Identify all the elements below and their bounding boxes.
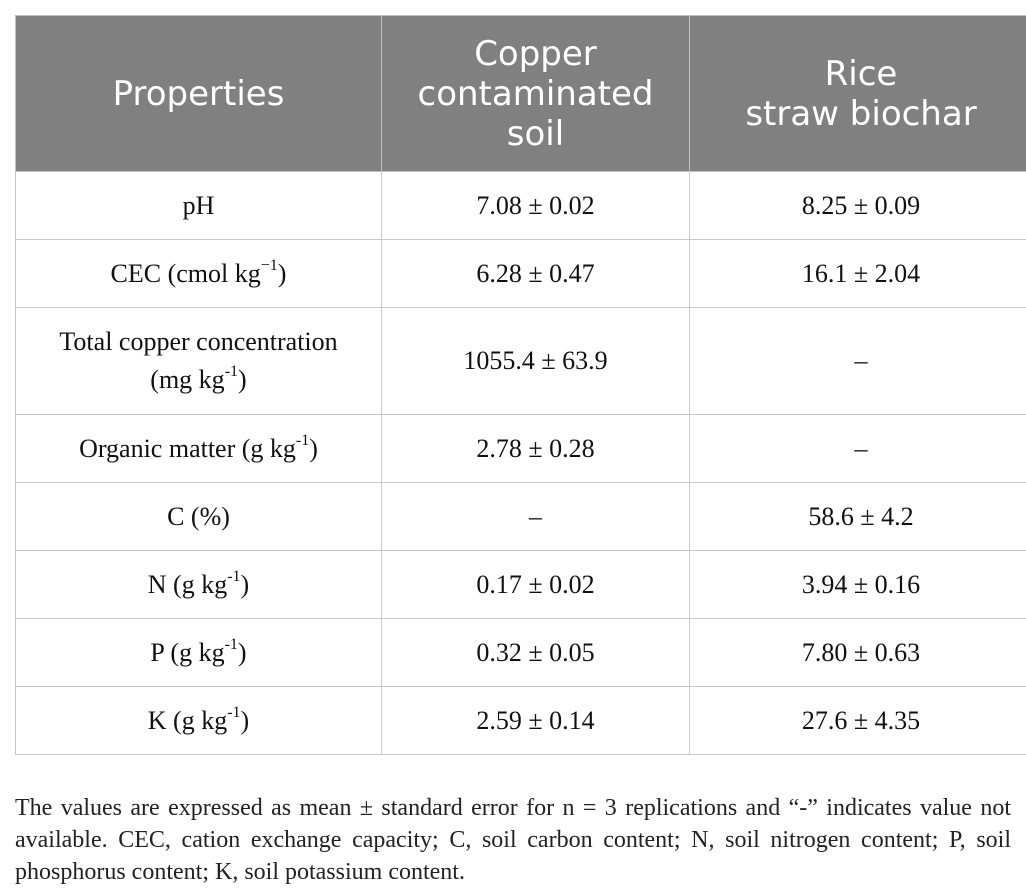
table-row bbox=[16, 687, 1026, 755]
row-property-label bbox=[16, 308, 382, 415]
header-copper-contaminated-soil bbox=[382, 16, 690, 172]
unit-exponent: -1 bbox=[227, 704, 240, 721]
property-unit-tail: ) bbox=[238, 365, 247, 394]
unit-exponent: -1 bbox=[225, 363, 238, 380]
row-property-label bbox=[16, 483, 382, 551]
table-body bbox=[16, 172, 1026, 755]
table-row bbox=[16, 619, 1026, 687]
property-name: C (%) bbox=[167, 502, 230, 531]
biochar-value-cell: 7.80 ± 0.63 bbox=[690, 619, 1026, 687]
property-name: pH bbox=[183, 191, 215, 220]
property-name: Organic matter (g kg bbox=[79, 434, 296, 463]
header-soil-line-2: contaminated bbox=[418, 74, 654, 114]
unit-exponent: −1 bbox=[261, 257, 278, 274]
row-property-label bbox=[16, 172, 382, 240]
header-soil-line-1: Copper bbox=[474, 34, 597, 74]
header-properties-label: Properties bbox=[113, 74, 285, 114]
unit-exponent: -1 bbox=[227, 568, 240, 585]
property-name: K (g kg bbox=[148, 706, 227, 735]
property-name: CEC (cmol kg bbox=[111, 259, 261, 288]
row-property-label bbox=[16, 619, 382, 687]
table-footnote: The values are expressed as mean ± standard error for n = 3 replications and “-” indicates value not available. CEC, cation exchange capacity; C, soil carbon content; N, soil nitrogen content; P, soil phosphorus content; K, soil potassium content. bbox=[15, 792, 1011, 888]
row-property-label bbox=[16, 551, 382, 619]
soil-value-cell: – bbox=[382, 483, 690, 551]
table-row bbox=[16, 240, 1026, 308]
soil-value-cell: 2.78 ± 0.28 bbox=[382, 415, 690, 483]
header-properties bbox=[16, 16, 382, 172]
table-header-row bbox=[16, 16, 1026, 172]
row-property-label bbox=[16, 687, 382, 755]
biochar-value-cell: 3.94 ± 0.16 bbox=[690, 551, 1026, 619]
biochar-value-cell: 8.25 ± 0.09 bbox=[690, 172, 1026, 240]
properties-table-container bbox=[15, 15, 1011, 755]
unit-exponent: -1 bbox=[225, 636, 238, 653]
property-name-tail: ) bbox=[241, 706, 250, 735]
table-row bbox=[16, 483, 1026, 551]
biochar-value-cell: – bbox=[690, 308, 1026, 415]
property-name-tail: ) bbox=[238, 638, 247, 667]
soil-value-cell: 0.32 ± 0.05 bbox=[382, 619, 690, 687]
header-rice-straw-biochar bbox=[690, 16, 1026, 172]
property-name: N (g kg bbox=[148, 570, 227, 599]
biochar-value-cell: – bbox=[690, 415, 1026, 483]
soil-value-cell: 0.17 ± 0.02 bbox=[382, 551, 690, 619]
property-name-tail: ) bbox=[309, 434, 318, 463]
soil-value-cell: 2.59 ± 0.14 bbox=[382, 687, 690, 755]
table-row bbox=[16, 308, 1026, 415]
property-name-tail: ) bbox=[278, 259, 287, 288]
soil-value-cell: 6.28 ± 0.47 bbox=[382, 240, 690, 308]
header-biochar-line-1: Rice bbox=[825, 54, 898, 94]
soil-value-cell: 7.08 ± 0.02 bbox=[382, 172, 690, 240]
soil-value-cell: 1055.4 ± 63.9 bbox=[382, 308, 690, 415]
property-name-tail: ) bbox=[241, 570, 250, 599]
properties-table bbox=[15, 15, 1026, 755]
property-unit-line: (mg kg bbox=[150, 365, 224, 394]
table-row bbox=[16, 551, 1026, 619]
biochar-value-cell: 16.1 ± 2.04 bbox=[690, 240, 1026, 308]
property-name: P (g kg bbox=[150, 638, 224, 667]
row-property-label bbox=[16, 415, 382, 483]
row-property-label bbox=[16, 240, 382, 308]
biochar-value-cell: 58.6 ± 4.2 bbox=[690, 483, 1026, 551]
biochar-value-cell: 27.6 ± 4.35 bbox=[690, 687, 1026, 755]
property-name: Total copper concentration bbox=[59, 327, 337, 356]
header-soil-line-3: soil bbox=[507, 114, 564, 154]
table-row bbox=[16, 415, 1026, 483]
table-row bbox=[16, 172, 1026, 240]
header-biochar-line-2: straw biochar bbox=[745, 94, 976, 134]
unit-exponent: -1 bbox=[296, 432, 309, 449]
